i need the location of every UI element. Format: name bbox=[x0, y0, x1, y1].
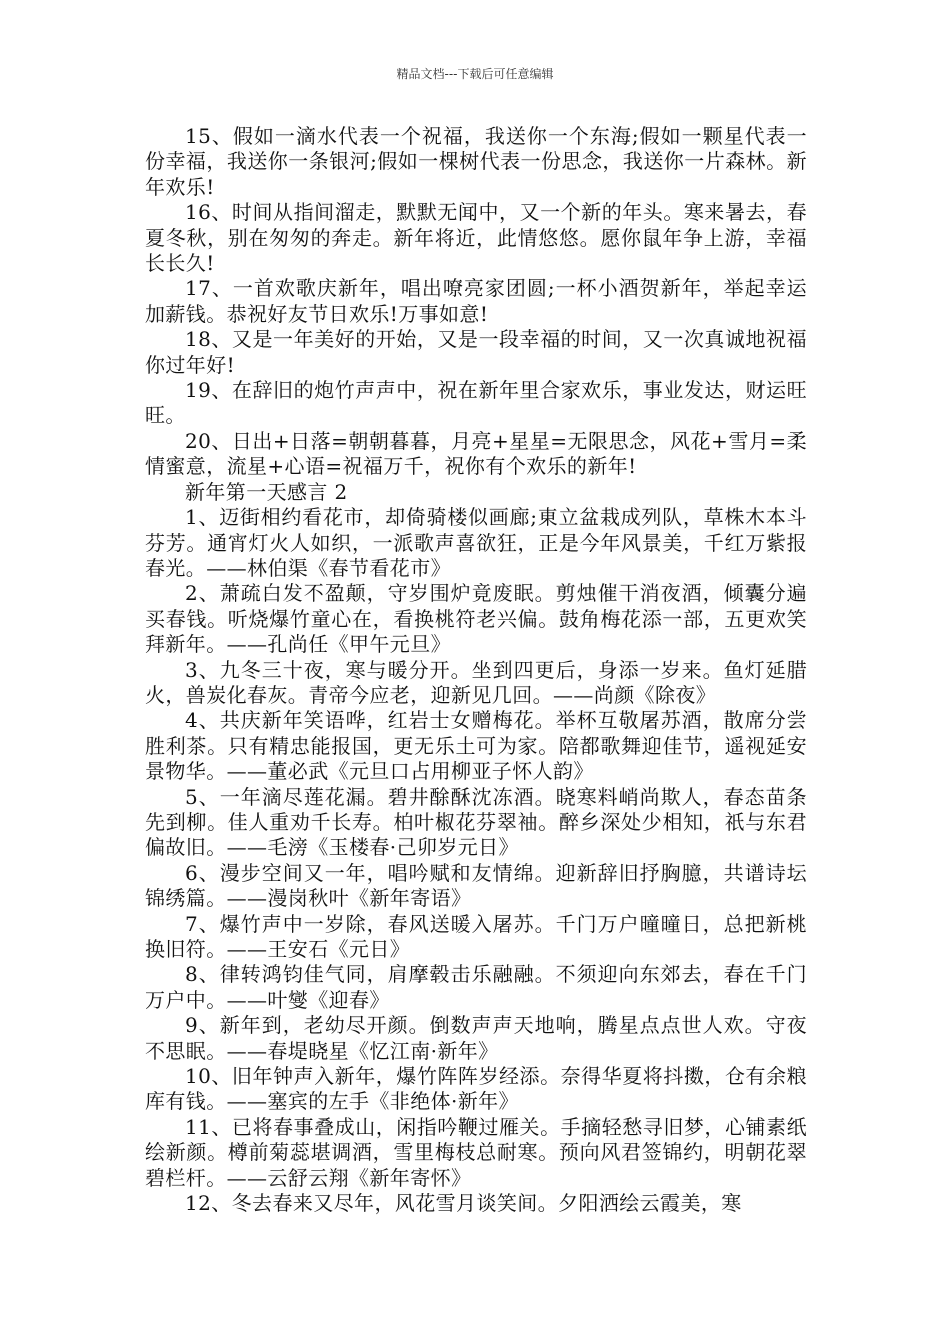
paragraph-16: 16、时间从指间溜走，默默无闻中，又一个新的年头。寒来暑去，春夏冬秋，别在匆匆的奔走。新年将近，此情悠悠。愿你鼠年争上游，幸福长长久! bbox=[145, 200, 807, 276]
poem-8: 8、律转鸿钧佳气同，肩摩毂击乐融融。不须迎向东郊去，春在千门万户中。——叶燮《迎春》 bbox=[145, 962, 807, 1012]
poem-11: 11、已将春事叠成山，闲指吟鞭过雁关。手摘轻愁寻旧梦，心铺素纸绘新颜。樽前菊蕊堪调酒，雪里梅枝总耐寒。预向风君签锦约，明朝花翠碧栏杆。——云舒云翔《新年寄怀》 bbox=[145, 1114, 807, 1190]
poem-10: 10、旧年钟声入新年，爆竹阵阵岁经添。奈得华夏将抖擞，仓有余粮库有钱。——塞宾的左手《非绝体·新年》 bbox=[145, 1064, 807, 1114]
poem-7: 7、爆竹声中一岁除，春风送暖入屠苏。千门万户曈曈日，总把新桃换旧符。——王安石《元日》 bbox=[145, 911, 807, 961]
section-heading: 新年第一天感言 2 bbox=[185, 479, 348, 504]
paragraph-19: 19、在辞旧的炮竹声声中，祝在新年里合家欢乐，事业发达，财运旺旺。 bbox=[145, 378, 807, 428]
poem-3: 3、九冬三十夜，寒与暖分开。坐到四更后，身添一岁来。鱼灯延腊火，兽炭化春灰。青帝今应老，迎新见几回。——尚颜《除夜》 bbox=[145, 657, 807, 707]
poem-1: 1、迈街相约看花市，却倚骑楼似画廊;東立盆栽成列队，草株木本斗芬芳。通宵灯火人如织，一派歌声喜欲狂，正是今年风景美，千红万紫报春光。——林伯渠《春节看花市》 bbox=[145, 505, 807, 580]
poem-9: 9、新年到，老幼尽开颜。倒数声声天地响，腾星点点世人欢。守夜不思眠。——春堤晓星《忆江南·新年》 bbox=[145, 1013, 807, 1063]
paragraph-15: 15、假如一滴水代表一个祝福，我送你一个东海;假如一颗星代表一份幸福，我送你一条银河;假如一棵树代表一份思念，我送你一片森林。新年欢乐! bbox=[145, 124, 807, 199]
poem-5: 5、一年滴尽莲花漏。碧井酴酥沈冻酒。晓寒料峭尚欺人，春态苗条先到柳。佳人重劝千长寿。柏叶椒花芬翠袖。醉乡深处少相知，祇与东君偏故旧。——毛滂《玉楼春·己卯岁元日》 bbox=[145, 784, 807, 860]
paragraph-20: 20、日出+日落=朝朝暮暮，月亮+星星=无限思念，风花+雪月=柔情蜜意，流星+心语=祝福万千，祝你有个欢乐的新年! bbox=[145, 428, 807, 479]
page-header: 精品文档---下载后可任意编辑 bbox=[396, 67, 554, 81]
poem-2: 2、萧疏白发不盈颠，守岁围炉竟废眠。剪烛催干消夜酒，倾囊分遍买春钱。听烧爆竹童心在，看换桃符老兴偏。鼓角梅花添一部，五更欢笑拜新年。——孔尚任《甲午元旦》 bbox=[145, 581, 807, 657]
paragraph-17: 17、一首欢歌庆新年，唱出嘹亮家团圆;一杯小酒贺新年，举起幸运加薪钱。恭祝好友节日欢乐!万事如意! bbox=[145, 276, 807, 326]
document-body bbox=[145, 124, 807, 1216]
poem-4: 4、共庆新年笑语哗，红岩士女赠梅花。举杯互敬屠苏酒，散席分尝胜利茶。只有精忠能报国，更无乐土可为家。陪都歌舞迎佳节，遥视延安景物华。——董必武《元旦口占用柳亚子怀人韵》 bbox=[145, 708, 807, 784]
poem-12: 12、冬去春来又尽年，风花雪月谈笑间。夕阳洒绘云霞美，寒 bbox=[185, 1191, 742, 1216]
poem-6: 6、漫步空间又一年，唱吟赋和友情绵。迎新辞旧抒胸臆，共谱诗坛锦绣篇。——漫岗秋叶《新年寄语》 bbox=[145, 860, 807, 911]
paragraph-18: 18、又是一年美好的开始，又是一段幸福的时间，又一次真诚地祝福你过年好! bbox=[145, 327, 807, 377]
